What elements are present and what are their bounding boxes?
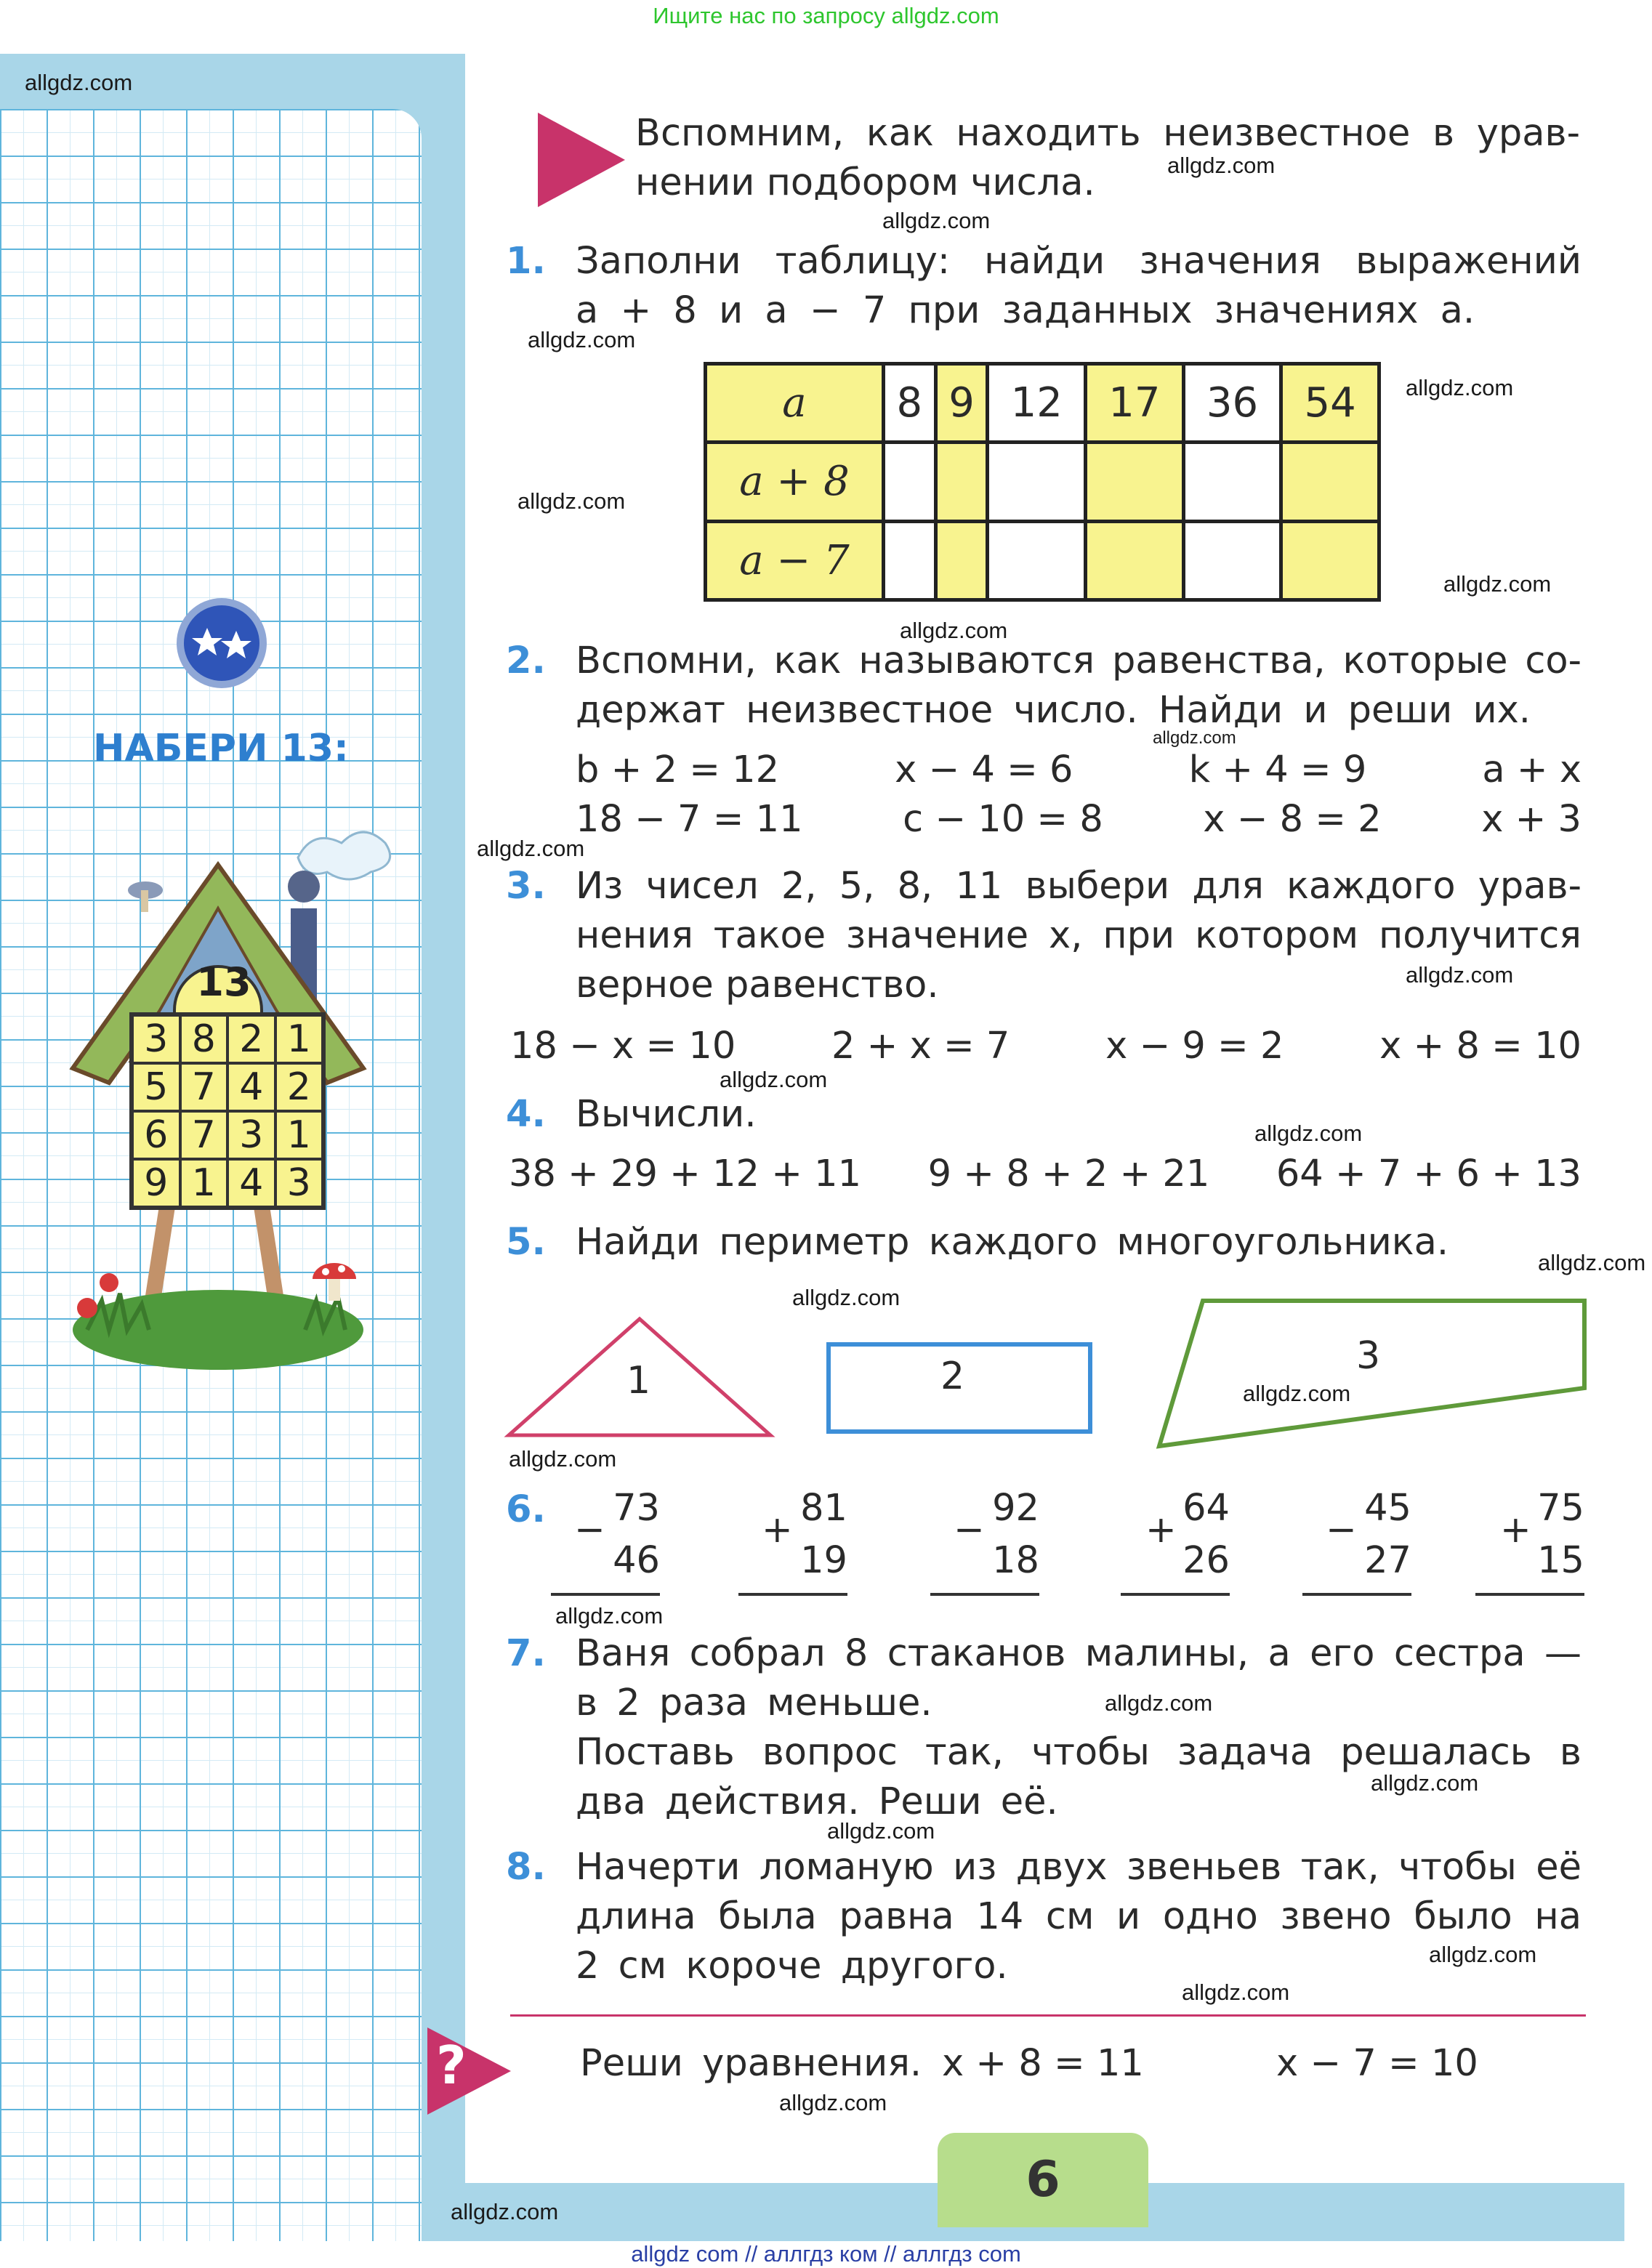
column-arithmetic	[930, 1482, 1039, 1596]
watermark: allgdz.com	[555, 1603, 664, 1629]
column-top: 45	[1364, 1487, 1411, 1530]
column-bottom: 18	[992, 1539, 1039, 1582]
bonus-equation-1: x + 8 = 11	[942, 2042, 1144, 2085]
task5-text: Найди периметр каждого многоугольника.	[576, 1221, 1449, 1264]
watermark: allgdz.com	[1371, 1770, 1479, 1796]
grid-cell: 4	[227, 1159, 275, 1207]
task1-line-1: Заполни таблицу: найди значения выражений	[576, 240, 1582, 283]
task2-equations-row-1	[576, 746, 1582, 795]
column-top: 64	[1182, 1487, 1230, 1530]
grid-cell: 1	[275, 1015, 323, 1063]
column-top: 75	[1537, 1487, 1584, 1530]
column-line	[1475, 1593, 1584, 1596]
table-empty-cell[interactable]	[1086, 521, 1184, 600]
question-mark: ?	[436, 2035, 467, 2096]
table-header-a-minus-7: a − 7	[706, 521, 884, 600]
column-arithmetic	[1302, 1482, 1411, 1596]
watermark: allgdz.com	[509, 1446, 617, 1472]
column-arithmetic	[1121, 1482, 1230, 1596]
values-table	[704, 362, 1381, 602]
task8-line-1: Начерти ломаную из двух звеньев так, чтобы её	[576, 1846, 1582, 1889]
task-number: 2.	[506, 639, 546, 682]
watermark: allgdz.com	[882, 208, 991, 233]
shape-label: 1	[626, 1359, 651, 1403]
equation: c − 10 = 8	[903, 798, 1103, 841]
operation-sign: +	[1500, 1509, 1531, 1551]
watermark: allgdz.com	[1406, 962, 1514, 988]
task-number: 1.	[506, 240, 546, 283]
column-line	[930, 1593, 1039, 1596]
operation-sign: +	[1145, 1509, 1177, 1551]
bonus-text: Реши уравнения.	[580, 2042, 922, 2085]
bottom-link[interactable]: allgdz com // аллгдз ком // аллгдз com	[631, 2241, 1021, 2267]
table-value: 8	[884, 364, 936, 443]
task-number: 7.	[506, 1632, 546, 1675]
sidebar-title: НАБЕРИ 13:	[93, 727, 349, 770]
column-top: 81	[800, 1487, 847, 1530]
grid-cell: 3	[275, 1159, 323, 1207]
operation-sign: −	[1326, 1509, 1357, 1551]
task1-line-2: a + 8 и a − 7 при заданных значениях a.	[576, 289, 1475, 332]
grid-cell: 5	[132, 1063, 180, 1111]
table-empty-cell[interactable]	[884, 443, 936, 521]
table-value: 9	[935, 364, 988, 443]
column-arithmetic	[738, 1482, 847, 1596]
watermark: allgdz.com	[1538, 1250, 1646, 1275]
table-value: 17	[1086, 364, 1184, 443]
task-number: 6.	[506, 1488, 546, 1531]
watermark: allgdz.com	[779, 2090, 887, 2115]
bonus-equation-2: x − 7 = 10	[1276, 2042, 1478, 2085]
watermark: allgdz.com	[900, 618, 1008, 643]
table-empty-cell[interactable]	[935, 521, 988, 600]
task7-line-1: Ваня собрал 8 стаканов малины, а его сестра —	[576, 1632, 1582, 1675]
grid-cell: 8	[180, 1015, 228, 1063]
watermark: allgdz.com	[25, 70, 133, 95]
equation: 2 + x = 7	[831, 1025, 1010, 1068]
table-empty-cell[interactable]	[988, 443, 1086, 521]
watermark: allgdz.com	[792, 1285, 900, 1310]
table-header-a: a	[706, 364, 884, 443]
watermark: allgdz.com	[477, 836, 585, 861]
task7-line-4: два действия. Реши её.	[576, 1780, 1058, 1823]
equation: x − 9 = 2	[1105, 1025, 1284, 1068]
grid-cell: 7	[180, 1111, 228, 1159]
task2-line-1: Вспомни, как называются равенства, которые со-	[576, 639, 1582, 682]
watermark: allgdz.com	[451, 2199, 559, 2224]
stars-badge-icon	[174, 596, 269, 690]
polygons-figure	[501, 1294, 1592, 1468]
watermark: allgdz.com	[1429, 1942, 1537, 1967]
column-bottom: 27	[1364, 1539, 1411, 1582]
grid-cell: 1	[275, 1111, 323, 1159]
task2-line-2: держат неизвестное число. Найди и реши их.	[576, 689, 1531, 732]
equation: x − 4 = 6	[895, 748, 1073, 791]
table-value: 12	[988, 364, 1086, 443]
watermark: allgdz.com	[1167, 153, 1276, 178]
task8-line-3: 2 см короче другого.	[576, 1945, 1008, 1987]
task7-line-2: в 2 раза меньше.	[576, 1682, 932, 1724]
column-line	[738, 1593, 847, 1596]
column-line	[551, 1593, 660, 1596]
equation: k + 4 = 9	[1188, 748, 1367, 791]
column-top: 73	[613, 1487, 660, 1530]
task3-equations	[510, 1022, 1582, 1071]
task-number: 5.	[506, 1221, 546, 1264]
equation: 18 − x = 10	[510, 1025, 736, 1068]
column-arithmetic	[1475, 1482, 1584, 1596]
grid-cell: 2	[275, 1063, 323, 1111]
grid-cell: 2	[227, 1015, 275, 1063]
watermark: allgdz.com	[1443, 571, 1552, 597]
equation: b + 2 = 12	[576, 748, 780, 791]
task3-line-1: Из чисел 2, 5, 8, 11 выбери для каждого урав-	[576, 865, 1582, 908]
table-value: 54	[1281, 364, 1379, 443]
column-bottom: 26	[1182, 1539, 1230, 1582]
task4-expressions	[509, 1150, 1582, 1199]
watermark: allgdz.com	[517, 488, 626, 514]
equation: a + x	[1482, 748, 1582, 791]
column-line	[1302, 1593, 1411, 1596]
grid-cell: 7	[180, 1063, 228, 1111]
equation: x − 8 = 2	[1203, 798, 1382, 841]
column-bottom: 46	[613, 1539, 660, 1582]
column-bottom: 15	[1537, 1539, 1584, 1582]
table-empty-cell[interactable]	[1183, 521, 1281, 600]
operation-sign: −	[574, 1509, 605, 1551]
house-number-grid	[129, 1012, 326, 1210]
intro-triangle-icon	[534, 109, 629, 211]
task7-line-3: Поставь вопрос так, чтобы задача решалась в	[576, 1731, 1582, 1774]
task3-line-3: верное равенство.	[576, 964, 939, 1006]
table-header-a-plus-8: a + 8	[706, 443, 884, 521]
section-divider	[510, 2014, 1586, 2017]
task-number: 4.	[506, 1093, 546, 1136]
table-empty-cell[interactable]	[1183, 443, 1281, 521]
table-empty-cell[interactable]	[988, 521, 1086, 600]
task2-equations-row-2	[576, 795, 1582, 844]
grid-cell: 9	[132, 1159, 180, 1207]
shape-label: 2	[940, 1355, 965, 1398]
watermark: allgdz.com	[528, 327, 636, 352]
grid-cell: 3	[132, 1015, 180, 1063]
expression: 38 + 29 + 12 + 11	[509, 1153, 862, 1195]
intro-line-1: Вспомним, как находить неизвестное в урав-	[635, 112, 1580, 155]
column-line	[1121, 1593, 1230, 1596]
page-number: 6	[1026, 2151, 1060, 2208]
watermark: allgdz.com	[1182, 1980, 1290, 2005]
task3-line-2: нения такое значение x, при котором получится	[576, 914, 1582, 957]
table-empty-cell[interactable]	[1086, 443, 1184, 521]
operation-sign: −	[954, 1509, 985, 1551]
watermark: allgdz.com	[1243, 1381, 1351, 1406]
task-number: 8.	[506, 1846, 546, 1889]
equation: 18 − 7 = 11	[576, 798, 803, 841]
grid-cell: 4	[227, 1063, 275, 1111]
column-arithmetic	[551, 1482, 660, 1596]
watermark: allgdz.com	[1153, 728, 1236, 748]
intro-line-2: нении подбором числа.	[635, 161, 1095, 204]
table-empty-cell[interactable]	[884, 521, 936, 600]
watermark: allgdz.com	[1105, 1690, 1213, 1716]
task-number: 3.	[506, 865, 546, 908]
grid-cell: 3	[227, 1111, 275, 1159]
task8-line-2: длина была равна 14 см и одно звено было на	[576, 1895, 1582, 1938]
expression: 64 + 7 + 6 + 13	[1276, 1153, 1582, 1195]
table-empty-cell[interactable]	[935, 443, 988, 521]
watermark: allgdz.com	[720, 1067, 828, 1092]
task4-text: Вычисли.	[576, 1093, 757, 1136]
expression: 9 + 8 + 2 + 21	[927, 1153, 1210, 1195]
operation-sign: +	[762, 1509, 793, 1551]
top-link[interactable]: Ищите нас по запросу allgdz.com	[653, 3, 999, 28]
watermark: allgdz.com	[1254, 1121, 1363, 1146]
shape-label: 3	[1356, 1334, 1381, 1378]
table-value: 36	[1183, 364, 1281, 443]
table-empty-cell[interactable]	[1281, 443, 1379, 521]
house-number: 13	[196, 959, 251, 1005]
grid-cell: 6	[132, 1111, 180, 1159]
equation: x + 8 = 10	[1379, 1025, 1582, 1068]
grid-cell: 1	[180, 1159, 228, 1207]
column-top: 92	[992, 1487, 1039, 1530]
watermark: allgdz.com	[827, 1818, 935, 1844]
column-bottom: 19	[800, 1539, 847, 1582]
watermark: allgdz.com	[1406, 375, 1514, 400]
table-empty-cell[interactable]	[1281, 521, 1379, 600]
equation: x + 3	[1481, 798, 1582, 841]
